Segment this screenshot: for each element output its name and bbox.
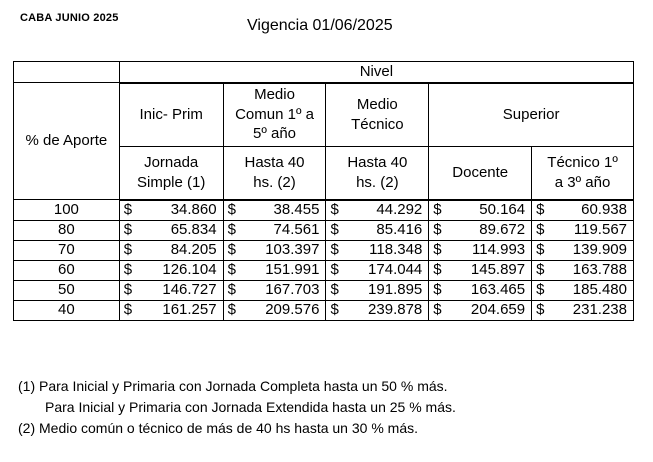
amount-cell (532, 260, 634, 280)
subheader-tecnico-1-3: Técnico 1º a 3º año (532, 146, 634, 200)
aporte-cell: 50 (14, 280, 120, 300)
currency-symbol: $ (227, 281, 236, 298)
amount-value: 146.727 (162, 281, 217, 298)
amount-cell (119, 220, 223, 240)
amount-value: 38.455 (273, 201, 320, 218)
amount-value: 145.897 (470, 261, 526, 278)
amount-cell (326, 300, 429, 320)
amount-cell (532, 280, 634, 300)
amount-cell (223, 300, 326, 320)
currency-symbol: $ (433, 201, 442, 218)
aporte-cell: 100 (14, 200, 120, 221)
amount-value: 89.672 (479, 221, 526, 238)
amount-value: 151.991 (265, 261, 320, 278)
subheader-jornada-simple: Jornada Simple (1) (119, 146, 223, 200)
table-row (14, 280, 634, 300)
corner-cell (14, 62, 120, 83)
group-header-medio-comun: Medio Comun 1º a 5º año (223, 83, 326, 147)
amount-value: 119.567 (573, 221, 627, 238)
currency-symbol: $ (123, 201, 133, 218)
table-row (14, 260, 634, 280)
amount-value: 114.993 (472, 241, 526, 258)
currency-symbol: $ (433, 221, 442, 238)
currency-symbol: $ (330, 201, 339, 218)
currency-symbol: $ (536, 221, 545, 238)
amount-value: 209.576 (265, 301, 320, 318)
currency-symbol: $ (123, 241, 133, 258)
amount-value: 174.044 (368, 261, 423, 278)
amount-value: 44.292 (376, 201, 423, 218)
footnotes (18, 376, 456, 439)
footnote-1b: Para Inicial y Primaria con Jornada Extendida hasta un 25 % más. (45, 399, 456, 415)
amount-cell (532, 240, 634, 260)
currency-symbol: $ (433, 261, 442, 278)
currency-symbol: $ (123, 281, 133, 298)
amount-value: 161.257 (162, 301, 217, 318)
currency-symbol: $ (536, 281, 545, 298)
table-row (14, 200, 634, 221)
group-header-inic-prim: Inic- Prim (119, 83, 223, 147)
currency-symbol: $ (330, 261, 339, 278)
amount-cell (326, 260, 429, 280)
amount-cell (429, 220, 532, 240)
amount-value: 126.104 (162, 261, 217, 278)
currency-symbol: $ (433, 281, 442, 298)
amount-cell (429, 260, 532, 280)
amount-cell (223, 220, 326, 240)
group-header-superior: Superior (429, 83, 634, 147)
footnote-1: (1) Para Inicial y Primaria con Jornada Completa hasta un 50 % más. (18, 378, 448, 394)
currency-symbol: $ (536, 261, 545, 278)
amount-cell (429, 200, 532, 221)
amount-value: 118.348 (369, 241, 423, 258)
subheader-docente: Docente (429, 146, 532, 200)
amount-cell (119, 300, 223, 320)
amount-value: 204.659 (470, 301, 526, 318)
amount-value: 167.703 (265, 281, 320, 298)
amount-value: 65.834 (170, 221, 217, 238)
amount-cell (326, 200, 429, 221)
currency-symbol: $ (536, 201, 545, 218)
amount-value: 60.938 (581, 201, 627, 218)
currency-symbol: $ (330, 281, 339, 298)
amount-cell (326, 220, 429, 240)
amount-cell (326, 240, 429, 260)
currency-symbol: $ (123, 301, 133, 318)
group-header-medio-tecnico: Medio Técnico (326, 83, 429, 147)
currency-symbol: $ (330, 241, 339, 258)
amount-cell (532, 220, 634, 240)
amount-value: 185.480 (572, 281, 627, 298)
amount-cell (119, 280, 223, 300)
footnote-2: (2) Medio común o técnico de más de 40 hs hasta un 30 % más. (18, 420, 418, 436)
amount-cell (326, 280, 429, 300)
amount-value: 231.238 (572, 301, 627, 318)
amount-cell (119, 260, 223, 280)
amount-cell (223, 260, 326, 280)
amount-value: 103.397 (265, 241, 320, 258)
amount-cell (223, 240, 326, 260)
document-label: CABA JUNIO 2025 (20, 12, 119, 24)
subheader-medio-hasta-40: Hasta 40 hs. (2) (223, 146, 326, 200)
aporte-cell: 40 (14, 300, 120, 320)
subheader-tecnico-hasta-40: Hasta 40 hs. (2) (326, 146, 429, 200)
amount-cell (532, 300, 634, 320)
amount-value: 163.465 (470, 281, 526, 298)
table-row (14, 240, 634, 260)
fee-table (13, 61, 634, 321)
currency-symbol: $ (536, 301, 545, 318)
table-row (14, 220, 634, 240)
currency-symbol: $ (330, 221, 339, 238)
amount-value: 85.416 (376, 221, 423, 238)
amount-value: 84.205 (170, 241, 217, 258)
band-header: Nivel (119, 62, 633, 83)
amount-value: 139.909 (572, 241, 627, 258)
amount-value: 239.878 (368, 301, 423, 318)
amount-value: 163.788 (572, 261, 627, 278)
currency-symbol: $ (433, 301, 442, 318)
amount-cell (532, 200, 634, 221)
aporte-cell: 60 (14, 260, 120, 280)
currency-symbol: $ (433, 241, 442, 258)
currency-symbol: $ (227, 241, 236, 258)
amount-cell (429, 300, 532, 320)
amount-cell (223, 200, 326, 221)
amount-value: 74.561 (273, 221, 320, 238)
aporte-header: % de Aporte (14, 83, 120, 200)
amount-value: 50.164 (479, 201, 526, 218)
currency-symbol: $ (123, 261, 133, 278)
currency-symbol: $ (536, 241, 545, 258)
currency-symbol: $ (330, 301, 339, 318)
aporte-cell: 70 (14, 240, 120, 260)
amount-cell (119, 200, 223, 221)
document-title: Vigencia 01/06/2025 (247, 17, 393, 34)
currency-symbol: $ (227, 221, 236, 238)
aporte-cell: 80 (14, 220, 120, 240)
amount-cell (223, 280, 326, 300)
amount-cell (429, 280, 532, 300)
currency-symbol: $ (227, 301, 236, 318)
currency-symbol: $ (227, 261, 236, 278)
currency-symbol: $ (123, 221, 133, 238)
amount-value: 191.895 (368, 281, 423, 298)
table-row (14, 300, 634, 320)
currency-symbol: $ (227, 201, 236, 218)
amount-value: 34.860 (170, 201, 217, 218)
amount-cell (429, 240, 532, 260)
amount-cell (119, 240, 223, 260)
